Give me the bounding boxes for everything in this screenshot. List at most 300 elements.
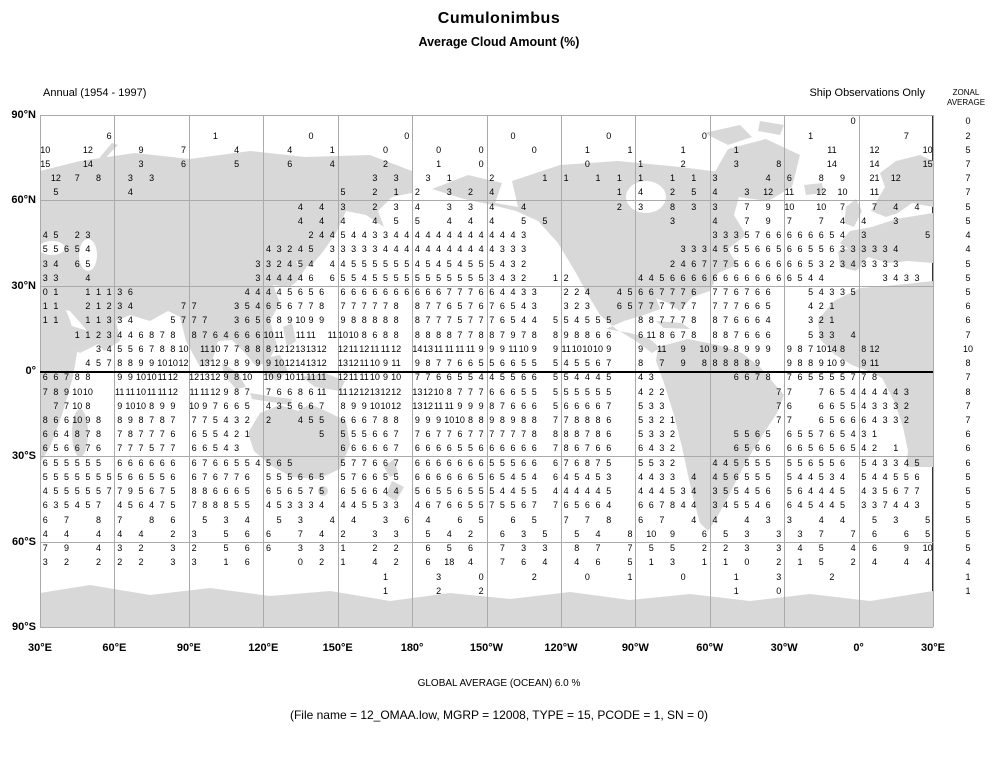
latitude-label: 30°N [11,279,36,292]
grid-cell-value: 4 [691,486,697,497]
grid-cell-value: 9 [308,315,314,326]
grid-cell-value: 6 [510,443,516,454]
grid-cell-value: 7 [903,486,909,497]
grid-cell-value: 8 [691,315,697,326]
grid-cell-value: 2 [829,258,835,269]
grid-cell-value: 5 [340,471,346,482]
grid-cell-value: 8 [159,343,165,354]
grid-cell-value: 5 [893,471,899,482]
grid-cell-value: 12 [316,343,327,354]
grid-cell-value: 9 [202,400,208,411]
grid-cell-value: 1 [627,144,633,155]
grid-cell-value: 5 [127,500,133,511]
grid-cell-value: 3 [117,315,123,326]
grid-cell-value: 4 [510,287,516,297]
grid-cell-value: 6 [765,244,771,255]
grid-cell-value: 3 [531,301,537,312]
grid-cell-value: 11 [370,343,380,354]
grid-cell-value: 4 [553,486,559,497]
grid-cell-value: 7 [467,329,474,340]
grid-cell-value: 2 [372,187,378,198]
grid-cell-value: 8 [319,301,325,312]
grid-cell-value: 5 [818,457,824,468]
grid-cell-value: 5 [340,429,346,440]
grid-cell-value: 3 [425,173,431,184]
grid-cell-value: 8 [414,301,420,312]
grid-cell-value: 6 [74,258,80,269]
grid-cell-value: 3 [701,244,707,255]
grid-cell-value: 12 [284,343,295,354]
grid-cell-value: 6 [744,329,750,340]
grid-cell-value: 14 [82,158,93,169]
grid-cell-value: 5 [457,315,463,326]
grid-cell-value: 1 [106,287,112,297]
grid-cell-value: 11 [317,386,327,397]
grid-cell-value: 4 [648,486,654,497]
grid-cell-value: 8 [818,173,824,184]
grid-cell-value: 6 [829,400,835,411]
grid-cell-value: 8 [723,329,729,340]
grid-cell-value: 7 [191,301,197,312]
grid-cell-value: 8 [159,415,165,426]
grid-cell-value: 3 [861,500,867,511]
grid-cell-value: 6 [638,443,644,454]
grid-cell-value: 4 [276,272,282,283]
grid-cell-value: 0 [404,130,410,141]
grid-cell-value: 1 [382,571,388,582]
grid-cell-value: 10 [380,400,391,411]
grid-cell-value: 5 [319,486,325,497]
grid-cell-value: 6 [638,514,644,525]
grid-cell-value: 3 [170,557,176,568]
grid-cell-value: 4 [467,244,474,255]
grid-cell-value: 4 [127,301,133,312]
grid-cell-value: 5 [64,457,70,468]
grid-cell-value: 9 [457,400,463,411]
zonal-average-header [936,88,996,108]
grid-cell-value: 7 [776,400,782,411]
grid-cell-value: 4 [829,486,835,497]
grid-cell-value: 11 [433,400,444,411]
grid-cell-value: 2 [319,557,325,568]
grid-cell-value: 5 [638,457,644,468]
grid-cell-value: 8 [340,400,346,411]
grid-cell-value: 4 [223,415,229,426]
grid-cell-value: 5 [744,471,750,482]
longitude-label: 0° [853,642,864,654]
grid-cell-value: 1 [627,571,633,582]
grid-cell-value: 1 [669,173,675,184]
grid-cell-value: 6 [446,443,452,454]
grid-cell-value: 6 [212,329,218,340]
grid-cell-value: 8 [95,173,101,184]
grid-cell-value: 8 [191,486,197,497]
grid-cell-value: 4 [489,372,495,383]
grid-cell-value: 5 [202,429,208,440]
grid-cell-value: 3 [499,244,505,255]
grid-cell-value: 3 [584,301,590,312]
grid-cell-value: 3 [266,258,272,269]
longitude-label: 60°W [696,642,724,654]
grid-cell-value: 5 [393,471,399,482]
grid-cell-value: 6 [744,258,750,269]
grid-cell-value: 11 [157,372,167,383]
grid-cell-value: 5 [297,486,303,497]
grid-cell-value: 6 [499,358,505,369]
grid-cell-value: 2 [106,301,112,312]
grid-cell-value: 3 [648,372,654,383]
grid-cell-value: 4 [712,244,718,255]
grid-cell-value: 12 [816,187,827,198]
grid-cell-value: 0 [606,130,612,141]
grid-cell-value: 4 [297,215,303,226]
grid-cell-value: 4 [871,557,877,568]
grid-cell-value: 9 [159,400,165,411]
grid-cell-value: 8 [574,329,580,340]
grid-cell-value: 12 [391,400,402,411]
grid-cell-value: 6 [308,400,314,411]
grid-cell-value: 7 [180,315,187,326]
grid-cell-value: 4 [595,486,601,497]
grid-cell-value: 12 [337,372,348,383]
grid-cell-value: 9 [755,343,761,354]
period-note: Annual (1954 - 1997) [43,87,147,99]
grid-cell-value: 3 [744,528,750,539]
grid-cell-value: 5 [499,457,505,468]
grid-cell-value: 4 [425,230,431,241]
grid-cell-value: 3 [861,244,867,255]
grid-cell-value: 7 [95,500,101,511]
grid-cell-value: 3 [510,244,516,255]
grid-cell-value: 7 [584,443,590,454]
grid-cell-value: 6 [638,287,644,297]
grid-cell-value: 4 [755,500,761,511]
grid-cell-value: 2 [521,272,527,283]
grid-cell-value: 6 [244,528,250,539]
grid-cell-value: 7 [361,301,367,312]
grid-cell-value: 8 [553,329,559,340]
grid-cell-value: 7 [372,301,378,312]
grid-cell-value: 4 [574,557,580,568]
zonal-average-value: 7 [965,329,971,340]
grid-cell-value: 3 [382,230,388,241]
grid-cell-value: 1 [446,173,452,184]
grid-cell-value: 6 [446,372,452,383]
grid-cell-value: 5 [595,386,601,397]
grid-cell-value: 4 [308,258,314,269]
zonal-average-value: 5 [965,528,971,539]
grid-cell-value: 6 [829,386,835,397]
grid-cell-value: 7 [669,315,675,326]
grid-cell-value: 4 [861,386,867,397]
grid-cell-value: 6 [351,415,357,426]
grid-cell-value: 10 [189,400,200,411]
grid-cell-value: 6 [691,287,697,297]
grid-cell-value: 7 [372,415,378,426]
grid-cell-value: 2 [138,557,144,568]
grid-cell-value: 5 [903,471,909,482]
grid-cell-value: 5 [808,443,814,454]
grid-cell-value: 11 [348,372,359,383]
grid-cell-value: 2 [659,415,665,426]
grid-cell-value: 7 [361,457,367,468]
grid-cell-value: 3 [861,429,867,440]
grid-cell-value: 1 [53,301,59,312]
grid-cell-value: 4 [42,486,48,497]
grid-cell-value: 5 [723,471,729,482]
grid-cell-value: 11 [380,343,391,354]
grid-cell-value: 5 [808,287,814,297]
grid-cell-value: 8 [266,343,272,354]
grid-cell-value: 6 [308,471,314,482]
grid-cell-value: 6 [489,471,495,482]
grid-cell-value: 5 [489,457,495,468]
grid-cell-value: 5 [840,372,846,383]
grid-cell-value: 5 [606,486,612,497]
grid-cell-value: 6 [786,173,792,184]
grid-cell-value: 8 [393,329,399,340]
grid-cell-value: 7 [467,386,474,397]
grid-cell-value: 7 [425,372,431,383]
grid-cell-value: 6 [457,358,463,369]
grid-cell-value: 4 [691,514,697,525]
grid-cell-value: 5 [117,343,123,354]
grid-cell-value: 5 [467,443,474,454]
grid-cell-value: 5 [871,514,877,525]
grid-cell-value: 3 [521,543,527,554]
grid-cell-value: 4 [765,315,771,326]
grid-cell-value: 6 [372,329,378,340]
grid-cell-value: 4 [584,471,590,482]
grid-cell-value: 5 [436,486,442,497]
grid-cell-value: 5 [467,486,474,497]
grid-cell-value: 4 [829,500,835,511]
grid-cell-value: 13 [295,343,306,354]
grid-cell-value: 4 [414,230,420,241]
grid-cell-value: 9 [786,358,792,369]
latitude-label: 0° [25,364,36,377]
grid-cell-value: 3 [170,543,176,554]
grid-cell-value: 7 [584,429,590,440]
grid-cell-value: 9 [765,215,771,226]
grid-cell-value: 3 [659,443,665,454]
grid-cell-value: 3 [669,557,675,568]
grid-cell-value: 6 [42,514,48,525]
grid-cell-value: 3 [861,230,867,241]
grid-cell-value: 2 [308,230,314,241]
grid-cell-value: 3 [234,315,240,326]
grid-cell-value: 7 [266,386,272,397]
grid-cell-value: 3 [127,173,133,184]
grid-cell-value: 5 [808,258,814,269]
grid-cell-value: 4 [584,372,590,383]
grid-cell-value: 4 [329,158,335,169]
grid-cell-value: 6 [521,372,527,383]
grid-cell-value: 9 [680,343,686,354]
grid-cell-value: 9 [64,386,70,397]
grid-cell-value: 6 [648,500,654,511]
grid-cell-value: 6 [287,386,293,397]
grid-cell-value: 4 [478,230,484,241]
grid-cell-value: 5 [64,486,70,497]
grid-cell-value: 0 [531,144,537,155]
grid-cell-value: 6 [478,287,484,297]
grid-cell-value: 6 [425,486,431,497]
grid-cell-value: 4 [882,386,888,397]
zonal-average-value: 7 [965,415,971,426]
grid-cell-value: 5 [340,230,346,241]
grid-cell-value: 4 [595,528,601,539]
grid-cell-value: 8 [489,400,495,411]
grid-cell-value: 14 [412,343,423,354]
grid-cell-value: 5 [606,315,612,326]
grid-cell-value: 6 [499,386,505,397]
grid-cell-value: 3 [871,486,877,497]
grid-cell-value: 8 [361,329,367,340]
longitude-label: 120°E [248,642,279,654]
grid-cell-value: 3 [882,400,888,411]
grid-cell-value: 1 [733,144,739,155]
grid-cell-value: 7 [425,315,431,326]
grid-cell-value: 7 [149,415,155,426]
grid-cell-value: 9 [117,400,123,411]
grid-cell-value: 3 [840,287,846,297]
grid-cell-value: 6 [776,230,782,241]
grid-cell-value: 3 [903,386,909,397]
grid-cell-value: 8 [733,358,739,369]
grid-cell-value: 7 [669,287,675,297]
grid-cell-value: 4 [127,315,133,326]
grid-cell-value: 12 [167,386,178,397]
grid-cell-value: 2 [436,585,442,596]
grid-cell-value: 0 [510,130,516,141]
longitude-label: 180° [400,642,424,654]
grid-cell-value: 3 [340,201,346,212]
grid-cell-value: 6 [861,415,867,426]
grid-cell-value: 4 [351,500,357,511]
grid-cell-value: 9 [127,415,133,426]
grid-cell-value: 7 [478,315,484,326]
zonal-average-value: 5 [965,543,971,554]
grid-cell-value: 3 [117,543,123,554]
grid-cell-value: 6 [669,272,675,283]
grid-cell-value: 5 [446,258,452,269]
grid-cell-value: 5 [351,429,357,440]
grid-cell-value: 4 [893,244,899,255]
grid-cell-value: 3 [117,287,123,297]
grid-cell-value: 1 [340,543,346,554]
grid-cell-value: 4 [850,258,856,269]
grid-cell-value: 9 [669,528,675,539]
grid-cell-value: 5 [510,372,516,383]
grid-cell-value: 10 [369,372,380,383]
grid-cell-value: 11 [338,386,348,397]
grid-cell-value: 6 [797,486,803,497]
grid-cell-value: 9 [382,358,388,369]
grid-cell-value: 6 [127,471,133,482]
grid-cell-value: 5 [53,486,59,497]
grid-cell-value: 8 [382,315,388,326]
grid-cell-value: 5 [393,272,399,283]
grid-cell-value: 4 [521,315,527,326]
grid-cell-value: 4 [414,244,420,255]
grid-cell-value: 15 [40,158,51,169]
zonal-average-value: 8 [965,358,971,369]
grid-cell-value: 18 [444,557,455,568]
grid-cell-value: 9 [64,543,70,554]
grid-cell-value: 5 [723,528,729,539]
grid-cell-value: 7 [446,315,452,326]
grid-cell-value: 21 [869,173,880,184]
grid-cell-value: 6 [64,443,70,454]
grid-cell-value: 5 [521,471,527,482]
grid-cell-value: 6 [425,457,431,468]
grid-cell-value: 8 [85,400,91,411]
grid-cell-value: 4 [372,557,378,568]
grid-cell-value: 5 [744,244,750,255]
grid-cell-value: 5 [95,457,101,468]
grid-cell-value: 13 [306,343,317,354]
grid-cell-value: 6 [765,486,771,497]
grid-cell-value: 10 [135,386,146,397]
grid-cell-value: 3 [882,457,888,468]
grid-cell-value: 6 [436,287,442,297]
grid-cell-value: 8 [393,301,399,312]
grid-cell-value: 8 [255,343,261,354]
grid-cell-value: 0 [297,557,303,568]
grid-cell-value: 8 [584,457,590,468]
grid-cell-value: 1 [691,173,697,184]
grid-cell-value: 4 [840,215,846,226]
grid-cell-value: 7 [499,557,505,568]
grid-cell-value: 4 [818,500,824,511]
grid-cell-value: 5 [499,471,505,482]
grid-cell-value: 12 [391,343,402,354]
grid-cell-value: 5 [53,187,59,198]
grid-cell-value: 10 [146,372,157,383]
grid-cell-value: 2 [414,187,420,198]
grid-cell-value: 5 [489,258,495,269]
grid-cell-value: 4 [446,230,452,241]
grid-cell-value: 5 [829,230,835,241]
latitude-gridline [40,115,933,116]
grid-cell-value: 6 [744,315,750,326]
grid-cell-value: 4 [638,486,644,497]
grid-cell-value: 9 [149,358,155,369]
grid-cell-value: 6 [521,557,527,568]
grid-cell-value: 3 [138,158,144,169]
grid-cell-value: 3 [659,429,665,440]
grid-cell-value: 7 [446,287,452,297]
grid-cell-value: 5 [382,471,388,482]
grid-cell-value: 3 [297,514,303,525]
grid-cell-value: 3 [893,400,899,411]
grid-cell-value: 6 [755,258,761,269]
grid-cell-value: 11 [444,400,454,411]
grid-cell-value: 7 [53,400,59,411]
grid-cell-value: 2 [659,386,665,397]
grid-cell-value: 4 [117,528,123,539]
grid-cell-value: 6 [170,471,176,482]
grid-cell-value: 6 [404,287,410,297]
grid-cell-value: 9 [223,386,229,397]
grid-cell-value: 5 [478,272,484,283]
grid-cell-value: 6 [797,230,803,241]
grid-cell-value: 5 [276,471,282,482]
grid-cell-value: 12 [348,386,359,397]
grid-cell-value: 5 [829,443,835,454]
grid-cell-value: 3 [744,187,750,198]
